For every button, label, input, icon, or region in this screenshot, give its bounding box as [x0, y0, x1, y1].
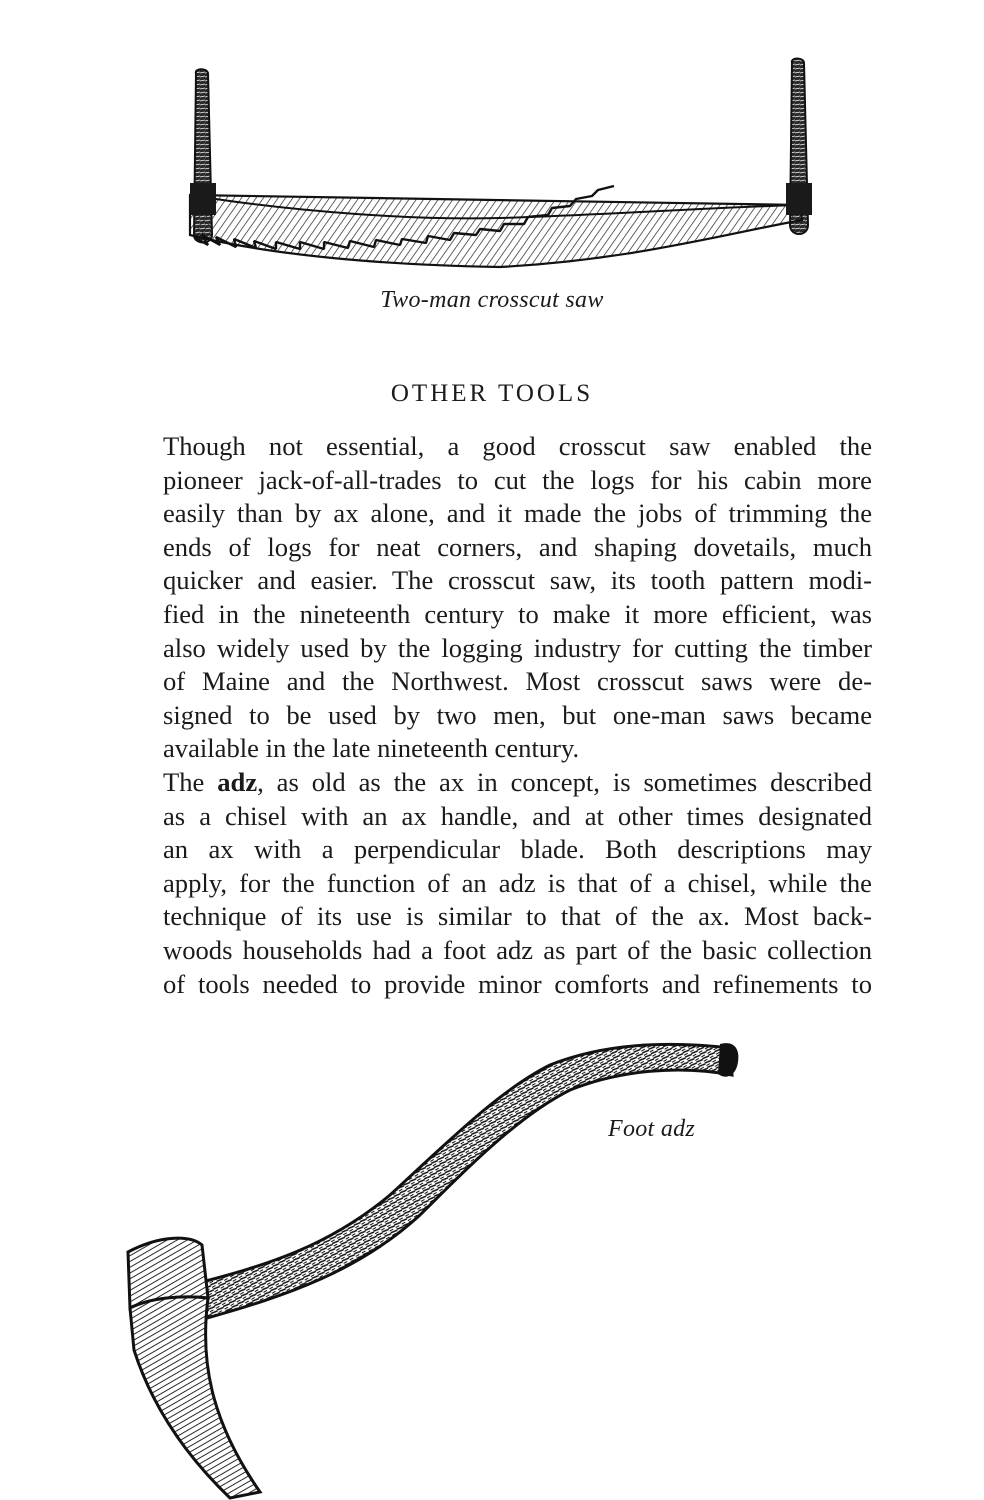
text-line: technique of its use is similar to that of the ax. Most back- [163, 901, 872, 932]
text-line: signed to be used by two men, but one-man saws became [163, 699, 872, 730]
text-fragment: , as old as the ax in concept, is sometimes described [257, 766, 873, 797]
text-line: woods households had a foot adz as part of the basic collection [163, 934, 872, 965]
adz-caption: Foot adz [608, 1116, 696, 1142]
text-line [131, 766, 872, 800]
crosscut-saw-illustration [180, 55, 820, 285]
section-heading: OTHER TOOLS [390, 380, 594, 407]
body-text [131, 430, 872, 1001]
text-line: apply, for the function of an adz is that of a chisel, while the [163, 867, 872, 898]
paragraph-2 [131, 766, 872, 1001]
text-line: of tools needed to provide minor comforts and refinements to [163, 968, 872, 999]
paragraph-1 [131, 430, 872, 766]
text-line: ends of logs for neat corners, and shaping dovetails, much [163, 531, 872, 562]
text-line: available in the late nineteenth century. [163, 733, 580, 764]
text-fragment: The [163, 766, 218, 797]
text-line: as a chisel with an ax handle, and at other times designated [163, 800, 872, 831]
text-line: quicker and easier. The crosscut saw, its tooth pattern modi- [163, 565, 872, 596]
text-line: Though not essential, a good crosscut saw enabled the [163, 431, 872, 461]
text-line: easily than by ax alone, and it made the jobs of trimming the [163, 498, 872, 529]
text-line: an ax with a perpendicular blade. Both descriptions may [163, 834, 872, 865]
term-adz: adz [217, 766, 258, 797]
text-line: pioneer jack-of-all-trades to cut the logs for his cabin more [163, 464, 872, 495]
text-line: also widely used by the logging industry for cutting the timber [163, 632, 872, 663]
saw-caption: Two-man crosscut saw [380, 287, 604, 313]
text-line: fied in the nineteenth century to make it more efficient, was [163, 598, 872, 629]
foot-adz-illustration [120, 1030, 750, 1500]
text-line: of Maine and the Northwest. Most crosscut saws were de- [163, 666, 872, 697]
